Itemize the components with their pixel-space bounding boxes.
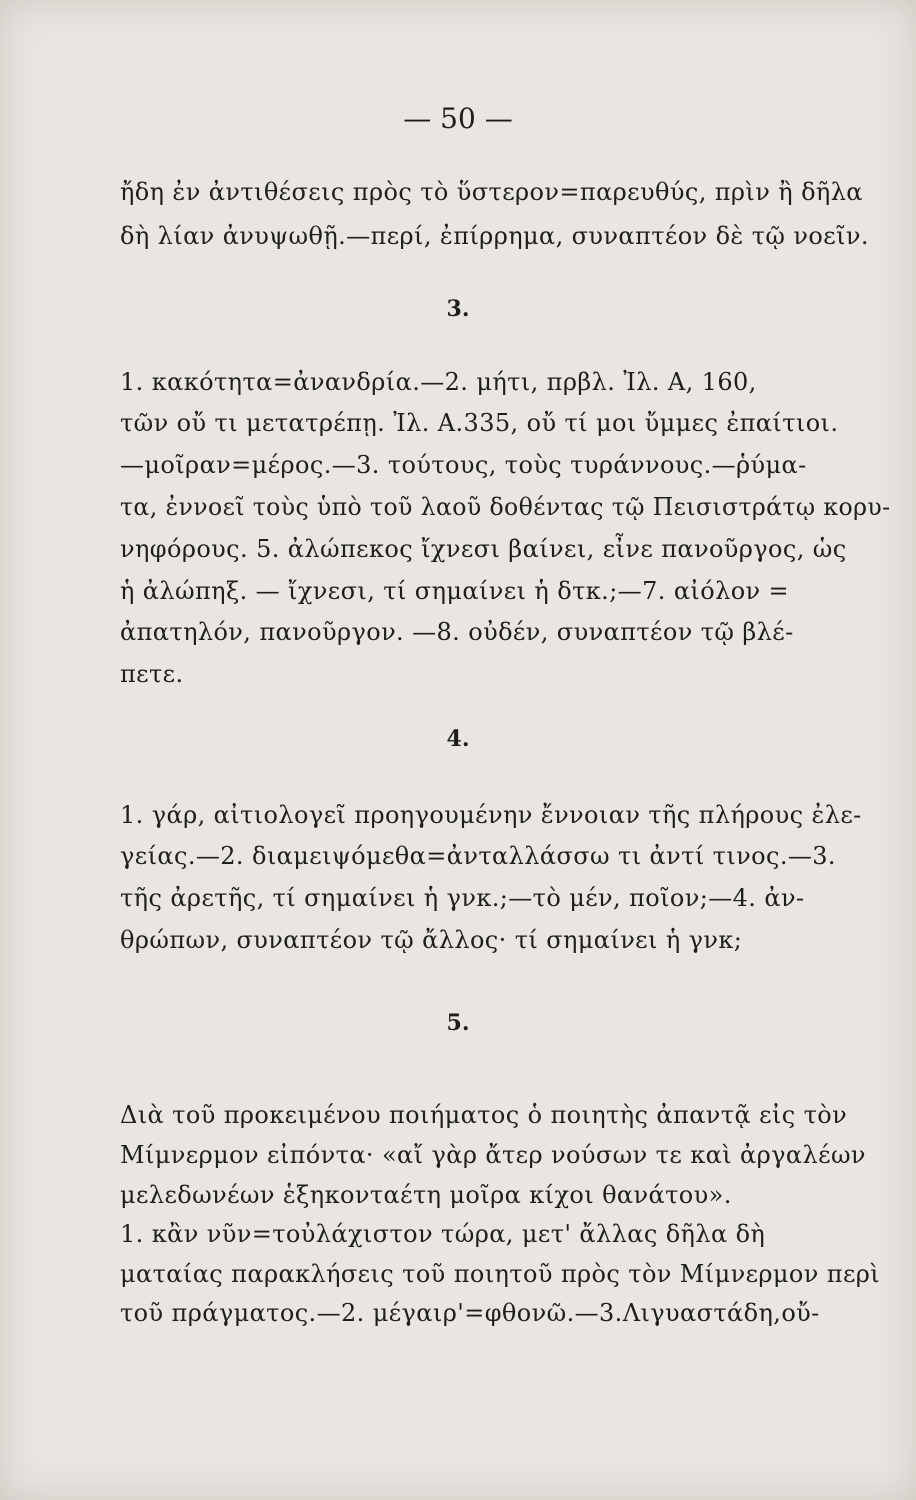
section-line: θρώπων, συναπτέον τῷ ἄλλος· τί σημαίνει ἡ γνκ; [120, 926, 743, 954]
section-heading: 3. [446, 296, 470, 322]
section-line: ματαίας παρακλήσεις τοῦ ποιητοῦ πρὸς τὸν Μίμνερμον περὶ [120, 1260, 881, 1288]
section-line: τα, ἐννοεῖ τοὺς ὑπὸ τοῦ λαοῦ δοθέντας τῷ Πεισιστράτῳ κορυ- [120, 493, 891, 521]
intro-line: δὴ λίαν ἀνυψωθῇ.—περί, ἐπίρρημα, συναπτέον δὲ τῷ νοεῖν. [120, 222, 869, 250]
section-line: Διὰ τοῦ προκειμένου ποιήματος ὁ ποιητὴς ἀπαντᾷ εἰς τὸν [120, 1101, 848, 1129]
section-line: Μίμνερμον εἰπόντα· «αἴ γὰρ ἄτερ νούσων τε καὶ ἀργαλέων [120, 1141, 866, 1169]
section-line: μελεδωνέων ἑξηκονταέτη μοῖρα κίχοι θανάτου». [120, 1181, 732, 1209]
section-line: γείας.—2. διαμειψόμεθα=ἀνταλλάσσω τι ἀντί τινος.—3. [120, 842, 836, 870]
section-heading: 4. [446, 726, 470, 752]
section-heading: 5. [446, 1010, 470, 1036]
section-line: τοῦ πράγματος.—2. μέγαιρ'=φθονῶ.—3.Λιγυαστάδη,οὔ- [120, 1299, 820, 1327]
section-line: τῶν οὔ τι μετατρέπῃ. Ἰλ. Α.335, οὔ τί μοι ὔμμες ἐπαίτιοι. [120, 409, 839, 437]
section-line: 1. κακότητα=ἀνανδρία.—2. μήτι, πρβλ. Ἰλ. Α, 160, [120, 368, 757, 396]
section-line: 1. κἂν νῦν=τοὐλάχιστον τώρα, μετ' ἄλλας δῆλα δὴ [120, 1220, 766, 1248]
section-line: 1. γάρ, αἰτιολογεῖ προηγουμένην ἔννοιαν τῆς πλήρους ἐλε- [120, 801, 862, 829]
page-number: — 50 — [403, 102, 513, 135]
intro-line: ἤδη ἐν ἀντιθέσεις πρὸς τὸ ὕστερον=παρευθύς, πρὶν ἢ δῆλα [120, 178, 863, 206]
section-line: πετε. [120, 660, 184, 688]
section-line: τῆς ἀρετῆς, τί σημαίνει ἡ γνκ.;—τὸ μέν, ποῖον;—4. ἀν- [120, 884, 805, 912]
section-line: νηφόρους. 5. ἀλώπεκος ἴχνεσι βαίνει, εἶνε πανοῦργος, ὡς [120, 535, 847, 563]
section-line: —μοῖραν=μέρος.—3. τούτους, τοὺς τυράννους.—ῥύμα- [120, 451, 807, 479]
section-line: ἀπατηλόν, πανοῦργον. —8. οὐδέν, συναπτέον τῷ βλέ- [120, 618, 794, 646]
section-line: ἡ ἀλώπηξ. — ἴχνεσι, τί σημαίνει ἡ δτκ.;—7. αἰόλον = [120, 577, 790, 605]
